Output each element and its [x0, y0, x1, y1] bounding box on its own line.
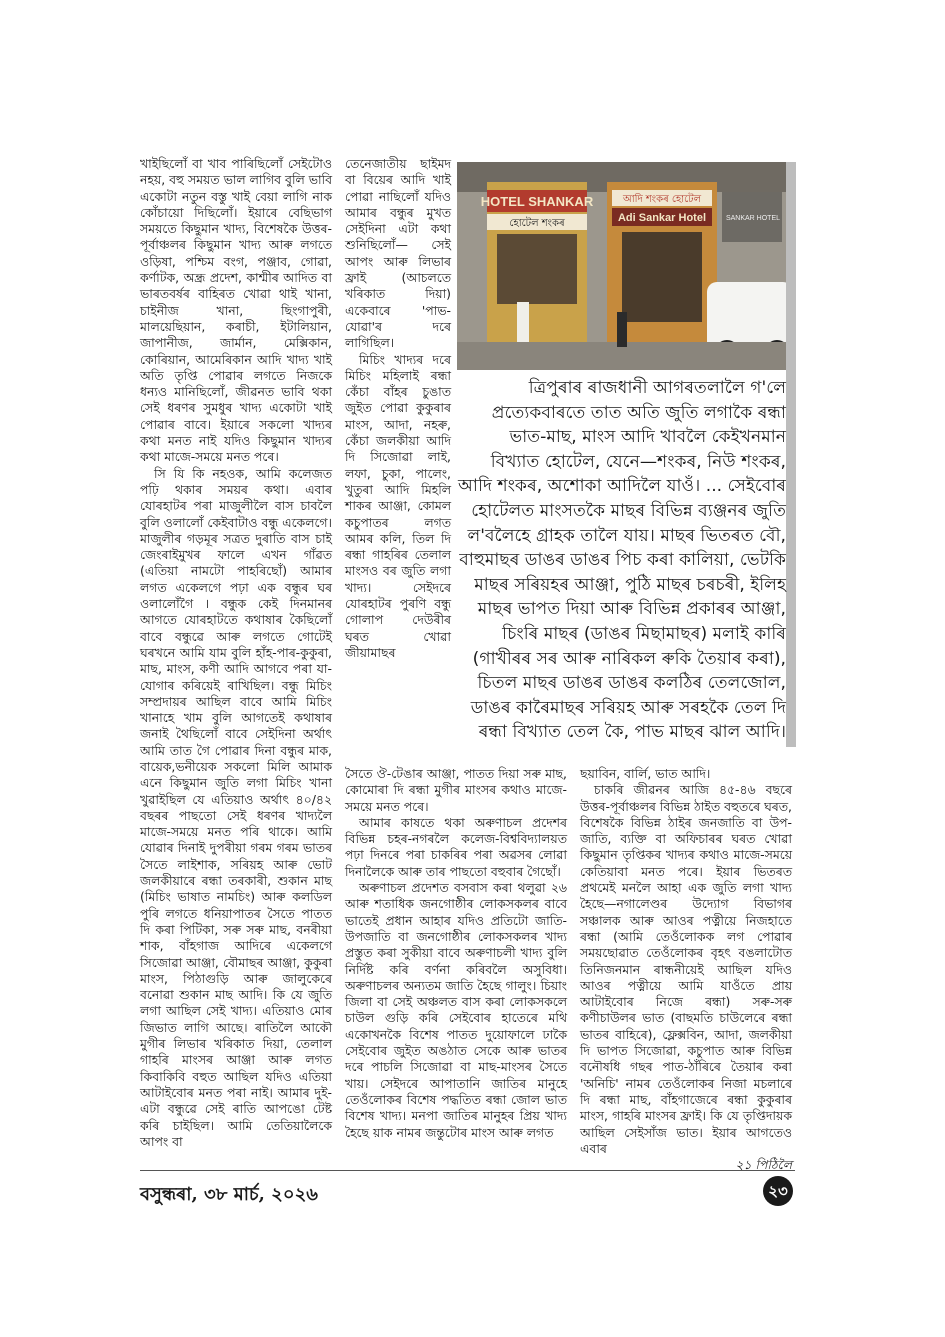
pull-quote-box — [458, 372, 796, 760]
paragraph: মিচিং খাদ্যৰ দৰে মিচিং মহিলাই ৰন্ধা কেঁচা বাঁহৰ চুঙাত জুইত পোৱা কুকুৰাৰ মাংস, আদা, নহৰু, কেঁচা জলকীয়া আদি দি সিজোৱা লাই, লফা, চুকা, পালেং, খুতুৰা আদি মিহলি শাকৰ আঞ্জা, কোমল কচুপাতৰ লগত আমৰ কলি, তিল দি ৰন্ধা গাহৰিৰ তেলাল মাংসও বৰ জুতি লগা খাদ্য। সেইদৰে যোৰহাটৰ পুৰণি বন্ধু গোলাপ দেউৰীৰ ঘৰত খোৱা জীয়ামাছৰ — [345, 351, 451, 660]
paragraph: অৰুণাচল প্ৰদেশত বসবাস কৰা থলুৱা ২৬ আৰু শতাধিক জনগোষ্ঠীৰ লোকসকলৰ বাবে ভাতেই প্ৰধান আহাৰ যদিও প্ৰতিটো জাতি-উপজাতি বা জনগোষ্ঠীৰ লোকসকলৰ খাদ্য প্ৰস্তুত কৰা সুকীয়া বাবে অৰুণাচলী খাদ্য বুলি নিৰ্দিষ্ট কৰি বৰ্ণনা কৰিবলৈ অসুবিধা। অৰুণাচলৰ অন্যতম জাতি হৈছে গালুং। চিয়াং জিলা বা সেই অঞ্চলত বাস কৰা লোকসকলে চাউল গুড়ি কৰি সেইবোৰ হাতেৰে মথি একোখনকৈ বিশেষ পাতত দুয়োফালে ঢাকৈ সেইবোৰ জুইত অঙঠাত সেকে আৰু ভাতৰ দৰে পাচলি সিজোৱা বা মাছ-মাংসৰ সৈতে খায়। সেইদৰে আপাতানি জাতিৰ মানুহে তেওঁলোকৰ বিশেষ পদ্ধতিত ৰন্ধা জোল ভাত বিশেষ খাদ্য। মনপা জাতিৰ মানুহৰ প্ৰিয় খাদ্য হৈছে য়াক নামৰ জন্তুটোৰ মাংস আৰু লগত — [345, 880, 567, 1140]
continued-note: ২১ পিঠিলৈ — [735, 1157, 792, 1173]
column-4 — [580, 766, 792, 1173]
sign-left-script: হোটেল শংকৰ — [509, 218, 565, 229]
column-2 — [345, 156, 451, 661]
paragraph: চাকৰি জীৱনৰ আজি ৪৫-৪৬ বছৰে উত্তৰ-পূৰ্বাঞ্চলৰ বিভিন্ন ঠাইত বহুতৰে ঘৰত, বিশেষকৈ বিভিন্ন ঠাইৰ জনজাতি বা উপ-জাতি, ব্যক্তি বা অফিচাৰৰ ঘৰত খোৱা কিছুমান তৃপ্তিকৰ খাদ্যৰ কথাও মাজে-সময়ে কেতিয়াবা মনত পৰে। ইয়াৰ ভিতৰত প্ৰথমেই মনলৈ আহা এক জুতি লগা খাদ্য হৈছে—নগালেণ্ডৰ উদ্যোগ বিভাগৰ সঞ্চালক আৰু আওৰ পত্নীয়ে নিজহাতে ৰন্ধা (আমি তেওঁলোকক লগ পোৱাৰ সময়ছোৱাত তেওঁলোকৰ বৃহৎ বঙলাটোত তিনিজনমান ৰান্ধনীয়েই আছিল যদিও আওৰ পত্নীয়ে আমি যাওঁতে প্ৰায় আটাইবোৰ নিজে ৰন্ধা) সৰু-সৰু কণীচাউলৰ ভাত (বাছমতি চাউলেৰে ৰন্ধা ভাতৰ বাহিৰে), ফ্লেক্সবিন, আদা, জলকীয়া দি ভাপত সিজোৱা, কচুপাত আৰু বিভিন্ন বনৌষধি গছৰ পাত-ঠাঁৰিৰে তৈয়াৰ কৰা 'অনিচি' নামৰ তেওঁলোকৰ নিজা মচলাৰে দি ৰন্ধা মাছ, বাঁহগাজেৰে ৰন্ধা কুকুৰাৰ মাংস, গাহৰি মাংসৰ ফ্ৰাই। কি যে তৃপ্তিদায়ক আছিল সেইসাঁজ ভাত। ইয়াৰ আগতেও এবাৰ — [580, 782, 792, 1156]
footer-masthead: বসুন্ধৰা, ৩৮ মাৰ্চ, ২০২৬ — [140, 1184, 318, 1205]
paragraph: ছয়াবিন, বাৰ্লি, ভাত আদি। — [580, 766, 711, 781]
paragraph: আমাৰ কাষতে থকা অৰুণাচল প্ৰদেশৰ বিভিন্ন চহৰ-নগৰলৈ কলেজ-বিশ্ববিদ্যালয়ত পঢ়া দিনৰে পৰা চাকৰিৰ পৰা অৱসৰ লোৱা দিনালৈকে আৰু তাৰ পাছতো বহুবাৰ গৈছোঁ। — [345, 814, 567, 879]
sign-center-script: আদি শংকৰ হোটেল — [622, 194, 702, 205]
paragraph: সি যি কি নহওক, আমি কলেজত পঢ়ি থকাৰ সময়ৰ কথা। এবাৰ যোৰহাটৰ পৰা মাজুলীলৈ বাস চাবলৈ বুলি ওলালোঁ কেইবাটাও বন্ধু একেলগে। মাজুলীৰ গড়মূৰ সত্ৰত দুৰাতি বাস চাই জেংৰাইমুখৰ ফালে এখন গাঁৱত (এতিয়া নামটো পাহৰিছোঁ) আমাৰ লগত একেলগে পঢ়া এক বন্ধুৰ ঘৰ ওলালোঁগৈ । বন্ধুক কেই দিনমানৰ আগতে যোৰহাটতে কথাষাৰ কৈছিলোঁ বাবে বন্ধুৱে আৰু লগতে গোটেই ঘৰখনে আমি যাম বুলি হাঁহ-পাৰ-কুকুৰা, মাছ, মাংস, কণী আদি আগবে পৰা যা-যোগাৰ কৰিয়েই ৰাখিছিল। বন্ধু মিচিং সম্প্ৰদায়ৰ আছিল বাবে আমি মিচিং খানাহে খাম বুলি আগতেই কথাষাৰ জনাই থৈছিলোঁ বাবে সেইদিনা অৰ্থাৎ আমি তাত গৈ পোৱাৰ দিনা বন্ধুৰ মাক, বায়েক,ভনীয়েক সকলো মিলি আমাক এনে কিছুমান জুতি লগা মিচিং খানা খুৱাইছিল যে এতিয়াও অৰ্থাৎ ৪০/৪২ বছৰৰ পাছতো সেই ধৰণৰ খাদ্যলৈ মাজে-সময়ে মনত পৰি থাকে। আমি যোৱাৰ দিনাই দুপৰীয়া গৰম গৰম ভাতৰ সৈতে লাইশাক, সৰিয়হ আৰু ভোট জলকীয়াৰে ৰন্ধা তৰকাৰী, শুকান মাছ (মিচিং ভাষাত নামচিং) আৰু কলডিল পুৰি লগতে ধনিয়াপাতৰ সৈতে পাতত দি কৰা পিটিকা, সৰু সৰু মাছ, বনৰীয়া শাক, বাঁহগাজ আদিৰে একেলগে সিজোৱা আঞ্জা, বৌমাছৰ আঞ্জা, কুকুৰা মাংস, পিঠাগুড়ি আৰু জালুকেৰে বনোৱা শুকান মাছ আদি। কি যে জুতি লগা আছিল সেই খাদ্য। এতিয়াও মোৰ জিভাত লাগি আছে। ৰাতিলৈ আকৌ মুগীৰ লিভাৰ খৰিকাত দিয়া, তেলাল গাহৰি মাংসৰ আঞ্জা আৰু লগত কিবাকিবি বহুত আছিল যদিও এতিয়া আটাইবোৰ মনত পৰা নাই। আমাৰ দুই-এটা বন্ধুৱে সেই ৰাতি আপঙো টেষ্ট কৰি চাইছিল। আমি তেতিয়ালৈকে আপং বা — [140, 465, 332, 1149]
pull-quote-text: ত্ৰিপুৰাৰ ৰাজধানী আগৰতলালৈ গ'লে প্ৰত্যেকবাৰতে তাত অতি জুতি লগাকৈ ৰন্ধা ভাত-মাছ, মাংস আদি খাবলৈ কেইখনমান বিখ্যাত হোটেল, যেনে—শংকৰ, নিউ শংকৰ, আদি শংকৰ, অশোকা আদিলৈ যাওঁ। ... সেইবোৰ হোটেলত মাংসতকৈ মাছৰ বিভিন্ন ব্যঞ্জনৰ জুতি ল'বলৈহে গ্ৰাহক তালৈ যায়। মাছৰ ভিতৰত বৌ, বাহুমাছৰ ডাঙৰ ডাঙৰ পিচ কৰা কালিয়া, ভেটকি মাছৰ সৰিয়হৰ আঞ্জা, পুঠি মাছৰ চৰচৰী, ইলিহ মাছৰ ভাপত দিয়া আৰু বিভিন্ন প্ৰকাৰৰ আঞ্জা, চিংৰি মাছৰ (ডাঙৰ মিছামাছৰ) মলাই কাৰি (গাখীৰৰ সৰ আৰু নাৰিকল ৰুকি তৈয়াৰ কৰা), চিতল মাছৰ ডাঙৰ ডাঙৰ কলঠিৰ তেলজোল, ডাঙৰ কাৰৈমাছৰ সৰিয়হ আৰু সৰহকৈ তেল দি ৰন্ধা বিখ্যাত তেল কৈ, পাভ মাছৰ ঝাল আদি। — [458, 378, 786, 743]
sign-center: Adi Sankar Hotel — [617, 212, 707, 224]
sign-right: SANKAR HOTEL — [725, 215, 781, 222]
footer-rule — [140, 1170, 795, 1171]
paragraph: সৈতে ঔ-টেঙাৰ আঞ্জা, পাতত দিয়া সৰু মাছ, কোমোৰা দি ৰন্ধা মুগীৰ মাংসৰ কথাও মাজে-সময়ে মনত পৰে। — [345, 766, 567, 814]
paragraph: তেনেজাতীয় ছাইমদ বা বিয়েৰ আদি খাই পোৱা নাছিলোঁ যদিও আমাৰ বন্ধুৰ মুখত সেইদিনা এটা কথা শুনিছিলোঁ— সেই আপং আৰু লিভাৰ ফ্ৰাই (আচলতে খৰিকাত দিয়া) একেবাৰে 'পাভ-যোৱা'ৰ দৰে লাগিছিল। — [345, 156, 451, 351]
paragraph: খাইছিলোঁ বা খাব পাৰিছিলোঁ সেইটোও নহয়, বহু সময়ত ভাল লাগিব বুলি ভাবি একোটা নতুন বস্তু খাই বেয়া লাগি নাক কোঁচায়ো দিছিলোঁ। ইয়াৰে বেছিভাগ সময়তে কিছুমান খাদ্য, বিশেষকৈ উত্তৰ-পূৰ্বাঞ্চলৰ কিছুমান খাদ্য আৰু লগতে ওড়িষা, পশ্চিম বংগ, পঞ্জাব, গোৱা, কৰ্ণাটক, অন্ধ্ৰ প্ৰদেশ, কাশ্মীৰ আদিত বা ভাৰতবৰ্ষৰ বাহিৰত খোৱা থাই খানা, চাইনীজ খানা, ছিংগাপুৰী, মালয়েছিয়ান, কৰাচী, ইটালিয়ান, জাপানীজ, জাৰ্মান, মেক্সিকান, কোৰিয়ান, আমেৰিকান আদি খাদ্য খাই অতি তৃপ্তি পোৱাৰ লগতে নিজকে ধন্যও মানিছিলোঁ, জীৱনত ভাবি থকা সেই ধৰণৰ সুমধুৰ খাদ্য একোটা খাই পোৱাৰ বাবে। ইয়াৰে সকলো খাদ্যৰ কথা মনত নাই যদিও কিছুমান খাদ্যৰ কথা মাজে-সময়ে মনত পৰে। — [140, 156, 332, 465]
hotel-street-illustration — [457, 162, 793, 370]
page-number: ২৩ — [763, 1176, 793, 1206]
sign-left: HOTEL SHANKAR — [480, 194, 594, 209]
pull-quote-bar — [786, 162, 796, 747]
column-1 — [140, 156, 332, 1150]
column-3 — [345, 766, 567, 1141]
hotel-street-photo — [457, 162, 793, 370]
